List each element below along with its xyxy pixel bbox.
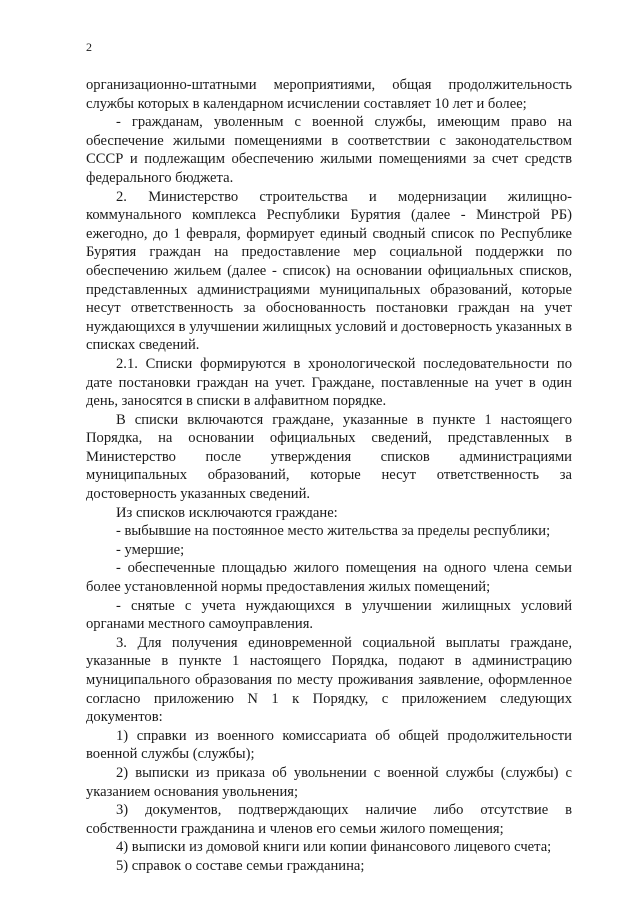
paragraph-exclusion-intro: Из списков исключаются граждане: xyxy=(116,504,338,521)
paragraph-list-item: - обеспеченные площадью жилого помещения на одного члена семьи более установленной нормы предоставления жилых помещений; xyxy=(86,560,572,596)
paragraph-document-item: 5) справок о составе семьи гражданина; xyxy=(116,857,365,874)
paragraph-list-item: - умершие; xyxy=(116,541,185,558)
paragraph-clause-2-1: 2.1. Списки формируются в хронологической последовательности по дате постановки граждан на учет. Граждане, поставленные на учет в один день, заносятся в списки в алфавитном порядке. xyxy=(86,355,572,410)
paragraph-clause-2: 2. Министерство строительства и модернизации жилищно-коммунального комплекса Республики Бурятия (далее - Минстрой РБ) ежегодно, до 1 февраля, формирует единый сводный список по Республике Бурятия граждан на предоставление мер социальной поддержки по обеспечению жильем (далее - список) на основании официальных списков, представленных администрациями муниципальных образований, которые несут ответственность за обоснованность постановки граждан на учет нуждающихся в улучшении жилищных условий и достоверность указанных в списках сведений. xyxy=(86,188,572,354)
document-body xyxy=(86,76,572,876)
paragraph-list-item: - гражданам, уволенным с военной службы, имеющим право на обеспечение жилыми помещениями в соответствии с законодательством СССР и подлежащим обеспечению жилыми помещениями за счет средств федерального бюджета. xyxy=(86,114,572,186)
paragraph-list-item: - снятые с учета нуждающихся в улучшении жилищных условий органами местного самоуправления. xyxy=(86,597,572,633)
paragraph-clause-3: 3. Для получения единовременной социальной выплаты граждане, указанные в пункте 1 настоящего Порядка, подают в администрацию муниципального образования по месту проживания заявление, оформленное согласно приложению N 1 к Порядку, с приложением следующих документов: xyxy=(86,634,572,726)
paragraph-inclusion: В списки включаются граждане, указанные в пункте 1 настоящего Порядка, на основании официальных сведений, представленных в Министерство после утверждения списков администрациями муниципальных образований, которые несут ответственность за достоверность указанных сведений. xyxy=(86,411,572,503)
paragraph-document-item: 1) справки из военного комиссариата об общей продолжительности военной службы (службы); xyxy=(86,727,572,763)
paragraph-document-item: 4) выписки из домовой книги или копии финансового лицевого счета; xyxy=(116,839,552,856)
paragraph-document-item: 3) документов, подтверждающих наличие либо отсутствие в собственности гражданина и членов его семьи жилого помещения; xyxy=(86,802,572,837)
paragraph-list-item: - выбывшие на постоянное место жительства за пределы республики; xyxy=(116,523,551,540)
page-number: 2 xyxy=(86,40,92,54)
paragraph-document-item: 2) выписки из приказа об увольнении с военной службы (службы) с указанием основания увольнения; xyxy=(86,764,572,800)
paragraph-continuation: организационно-штатными мероприятиями, общая продолжительность службы которых в календарном исчислении составляет 10 лет и более; xyxy=(86,77,572,112)
